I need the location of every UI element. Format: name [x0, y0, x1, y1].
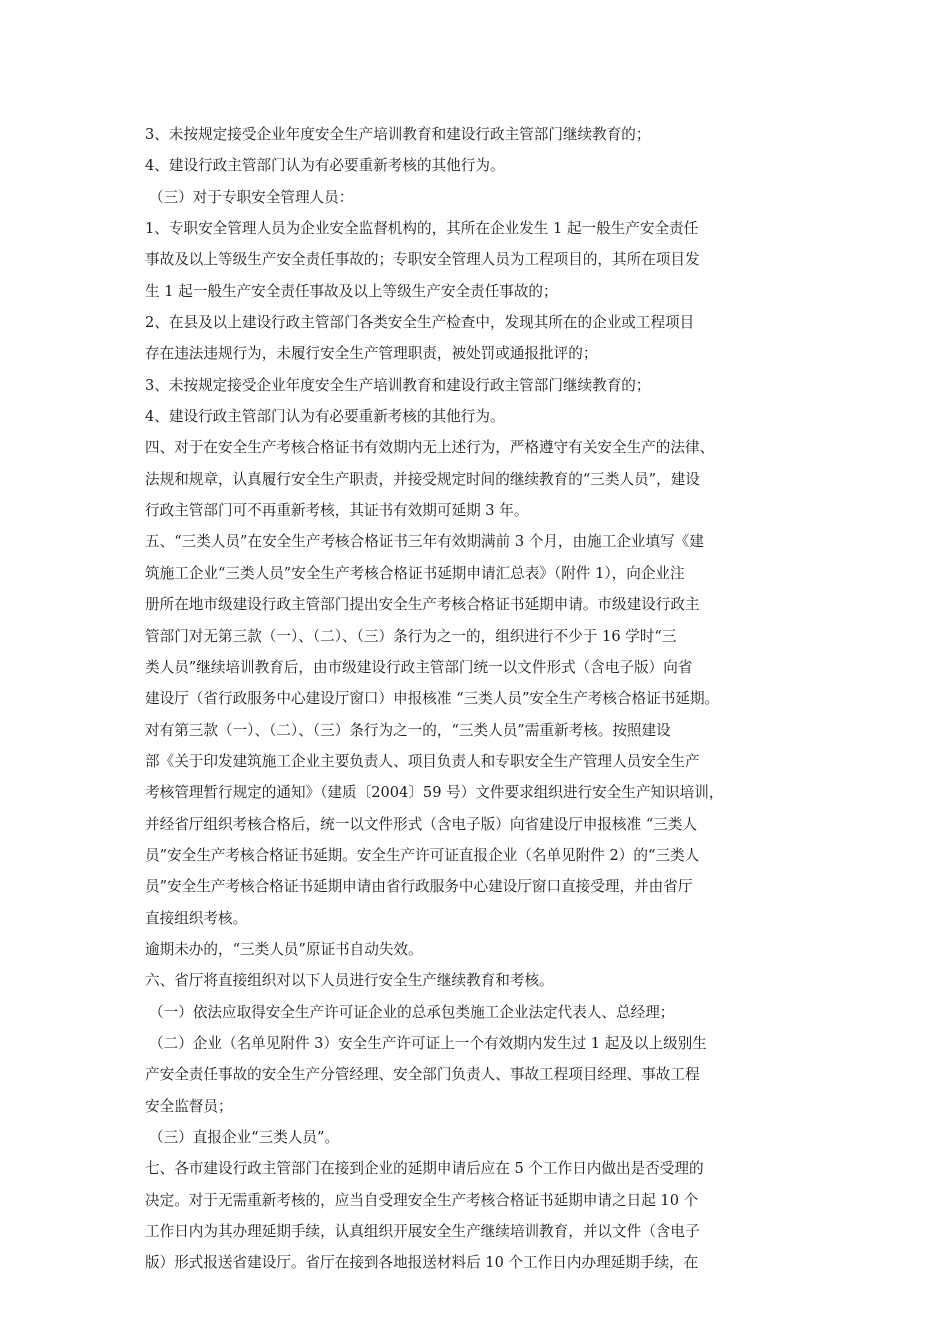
text-line: 管部门对无第三款（一）、（二）、（三）条行为之一的，组织进行不少于 16 学时“三 — [145, 627, 677, 645]
text-line: 1、专职安全管理人员为企业安全监督机构的，其所在企业发生 1 起一般生产安全责任 — [145, 220, 699, 238]
text-line: 事故及以上等级生产安全责任事故的；专职安全管理人员为工程项目的，其所在项目发 — [145, 251, 700, 269]
text-line: 五、“三类人员”在安全生产考核合格证书三年有效期满前 3 个月，由施工企业填写《建 — [145, 533, 704, 551]
document-body — [145, 119, 810, 1279]
text-line: 类人员”继续培训教育后，由市级建设行政主管部门统一以文件形式（含电子版）向省 — [145, 658, 693, 676]
text-line: 生 1 起一般生产安全责任事故及以上等级生产安全责任事故的； — [145, 282, 558, 300]
text-line: 建设厅（省行政服务中心建设厅窗口）申报核准 “三类人员”安全生产考核合格证书延期。 — [145, 690, 720, 708]
text-line: 四、对于在安全生产考核合格证书有效期内无上述行为，严格遵守有关安全生产的法律、 — [145, 439, 715, 457]
text-line: （三）直报企业“三类人员”。 — [149, 1129, 340, 1146]
text-line: 行政主管部门可不再重新考核，其证书有效期可延期 3 年。 — [145, 502, 529, 520]
text-line: 员”安全生产考核合格证书延期。安全生产许可证直报企业（名单见附件 2）的“三类人 — [145, 846, 700, 864]
text-line: 版）形式报送省建设厅。省厅在接到各地报送材料后 10 个工作日内办理延期手续，在 — [145, 1254, 699, 1272]
text-line: 直接组织考核。 — [145, 909, 248, 927]
text-line: （三）对于专职安全管理人员： — [149, 188, 354, 206]
text-line: 考核管理暂行规定的通知》（建质〔2004〕59 号）文件要求组织进行安全生产知识培训， — [145, 784, 724, 802]
text-line: 4、建设行政主管部门认为有必要重新考核的其他行为。 — [145, 157, 505, 175]
text-line: 工作日内为其办理延期手续，认真组织开展安全生产继续培训教育，并以文件（含电子 — [145, 1223, 700, 1241]
text-line: 法规和规章，认真履行安全生产职责，并接受规定时间的继续教育的“三类人员”，建设 — [145, 470, 700, 488]
text-line: 3、未按规定接受企业年度安全生产培训教育和建设行政主管部门继续教育的； — [145, 376, 651, 394]
text-line: 册所在地市级建设行政主管部门提出安全生产考核合格证书延期申请。市级建设行政主 — [145, 596, 700, 614]
text-line: 安全监督员； — [145, 1097, 233, 1115]
text-line: 员”安全生产考核合格证书延期申请由省行政服务中心建设厅窗口直接受理，并由省厅 — [145, 878, 693, 896]
text-line: 2、在县及以上建设行政主管部门各类安全生产检查中，发现其所在的企业或工程项目 — [145, 314, 695, 332]
text-line: 存在违法违规行为，未履行安全生产管理职责，被处罚或通报批评的； — [145, 345, 598, 363]
text-line: 并经省厅组织考核合格后，统一以文件形式（含电子版）向省建设厅申报核准 “三类人 — [145, 815, 698, 833]
text-line: 对有第三款（一）、（二）、（三）条行为之一的，“三类人员”需重新考核。按照建设 — [145, 721, 671, 739]
text-line: 七、各市建设行政主管部门在接到企业的延期申请后应在 5 个工作日内做出是否受理的 — [145, 1160, 704, 1178]
text-line: 部《关于印发建筑施工企业主要负责人、项目负责人和专职安全生产管理人员安全生产 — [145, 752, 700, 770]
text-line: 4、建设行政主管部门认为有必要重新考核的其他行为。 — [145, 408, 505, 426]
text-line: 筑施工企业“三类人员”安全生产考核合格证书延期申请汇总表》（附件 1），向企业注 — [145, 564, 685, 582]
text-line: 产安全责任事故的安全生产分管经理、安全部门负责人、事故工程项目经理、事故工程 — [145, 1066, 700, 1084]
text-line: 逾期未办的，“三类人员”原证书自动失效。 — [145, 940, 423, 958]
text-line: 3、未按规定接受企业年度安全生产培训教育和建设行政主管部门继续教育的； — [145, 126, 651, 143]
text-line: 六、省厅将直接组织对以下人员进行安全生产继续教育和考核。 — [145, 972, 554, 990]
text-line: （二）企业（名单见附件 3）安全生产许可证上一个有效期内发生过 1 起及以上级别生 — [149, 1034, 707, 1052]
text-line: （一）依法应取得安全生产许可证企业的总承包类施工企业法定代表人、总经理； — [149, 1003, 675, 1021]
text-line: 决定。对于无需重新考核的，应当自受理安全生产考核合格证书延期申请之日起 10 个 — [145, 1191, 699, 1209]
